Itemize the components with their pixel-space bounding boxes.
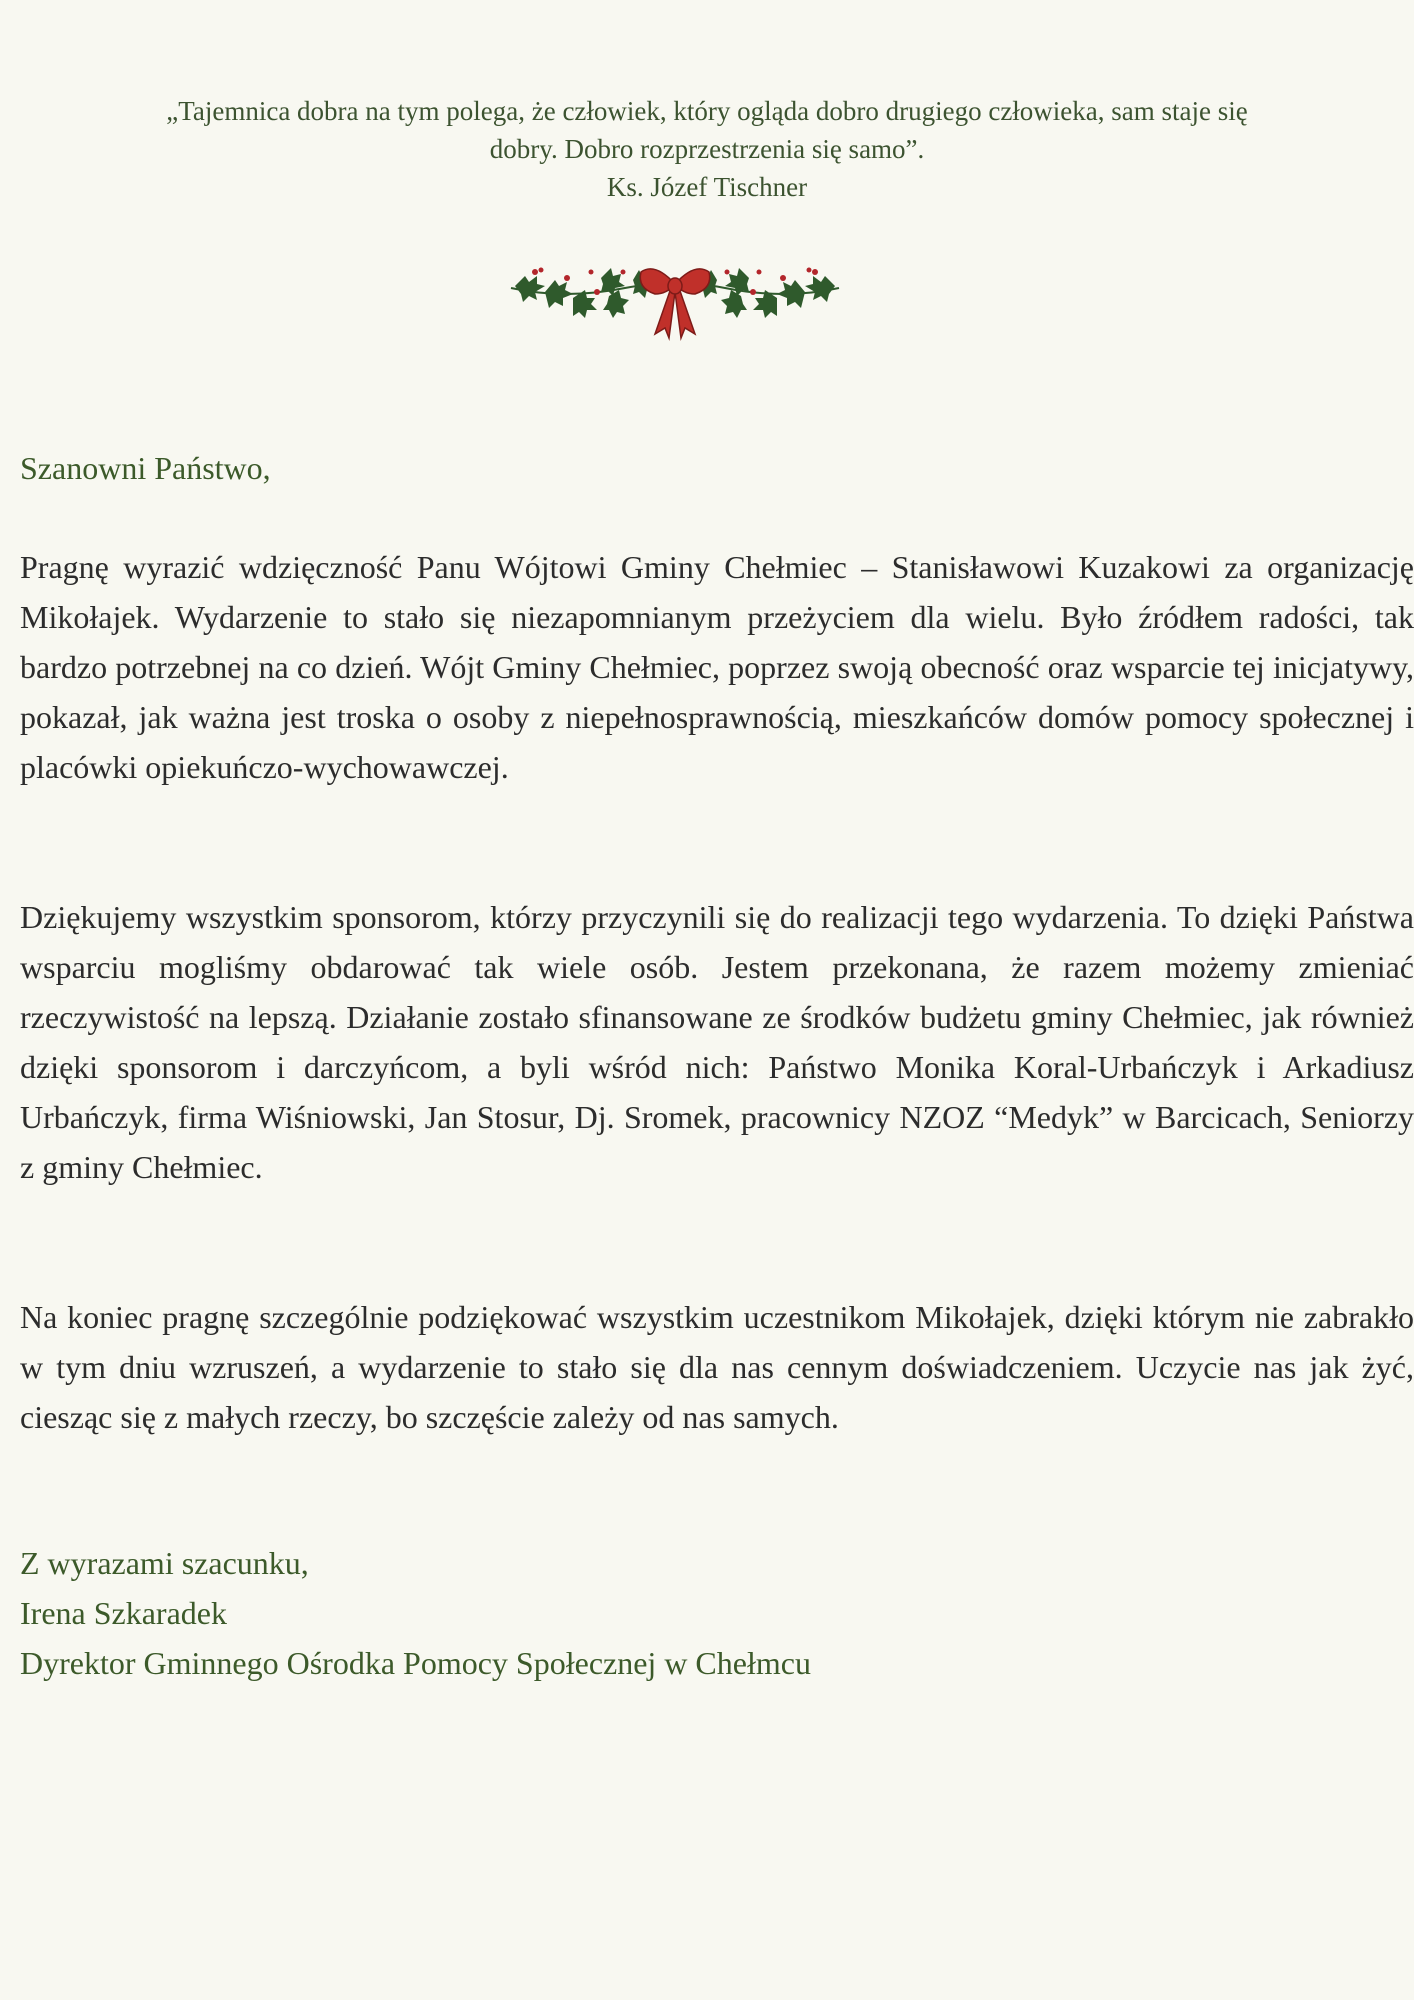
signoff <box>20 1538 1414 1688</box>
quote <box>40 92 1374 206</box>
quote-line-2: dobry. Dobro rozprzestrzenia się samo”. <box>489 134 925 164</box>
paragraph-thanks-mayor: Pragnę wyrazić wdzięczność Panu Wójtowi Gminy Chełmiec – Stanisławowi Kuzakowi za organizację Mikołajek. Wydarzenie to stało się niezapomnianym przeżyciem dla wielu. Było źródłem radości, tak bardzo potrzebnej na co dzień. Wójt Gminy Chełmiec, poprzez swoją obecność oraz wsparcie tej inicjatywy, pokazał, jak ważna jest troska o osoby z niepełnosprawnością, mieszkańców domów pomocy społecznej i placówki opiekuńczo-wychowawczej. <box>20 549 1414 785</box>
paragraph-thanks-sponsors: Dziękujemy wszystkim sponsorom, którzy przyczynili się do realizacji tego wydarzenia. To dzięki Państwa wsparciu mogliśmy obdarować tak wiele osób. Jestem przekonana, że razem możemy zmieniać rzeczywistość na lepszą. Działanie zostało sfinansowane ze środków budżetu gminy Chełmiec, jak również dzięki sponsorom i darczyńcom, a byli wśród nich: Państwo Monika Koral-Urbańczyk i Arkadiusz Urbańczyk, firma Wiśniowski, Jan Stosur, Dj. Sromek, pracownicy NZOZ “Medyk” w Barcicach, Seniorzy z gminy Chełmiec. <box>20 899 1414 1185</box>
greeting: Szanowni Państwo, <box>20 450 271 486</box>
signature-name: Irena Szkaradek <box>20 1595 227 1631</box>
quote-author: Ks. Józef Tischner <box>606 172 808 202</box>
signature-title: Dyrektor Gminnego Ośrodka Pomocy Społecznej w Chełmcu <box>20 1645 811 1681</box>
paragraph-thanks-participants: Na koniec pragnę szczególnie podziękować wszystkim uczestnikom Mikołajek, dzięki którym nie zabrakło w tym dniu wzruszeń, a wydarzenie to stało się dla nas cennym doświadczeniem. Uczycie nas jak żyć, ciesząc się z małych rzeczy, bo szczęście zależy od nas samych. <box>20 1299 1414 1435</box>
closing: Z wyrazami szacunku, <box>20 1545 309 1581</box>
holly-garland-with-red-bow-icon <box>505 248 845 344</box>
quote-line-1: „Tajemnica dobra na tym polega, że człowiek, który ogląda dobro drugiego człowieka, sam staje się <box>166 96 1248 126</box>
